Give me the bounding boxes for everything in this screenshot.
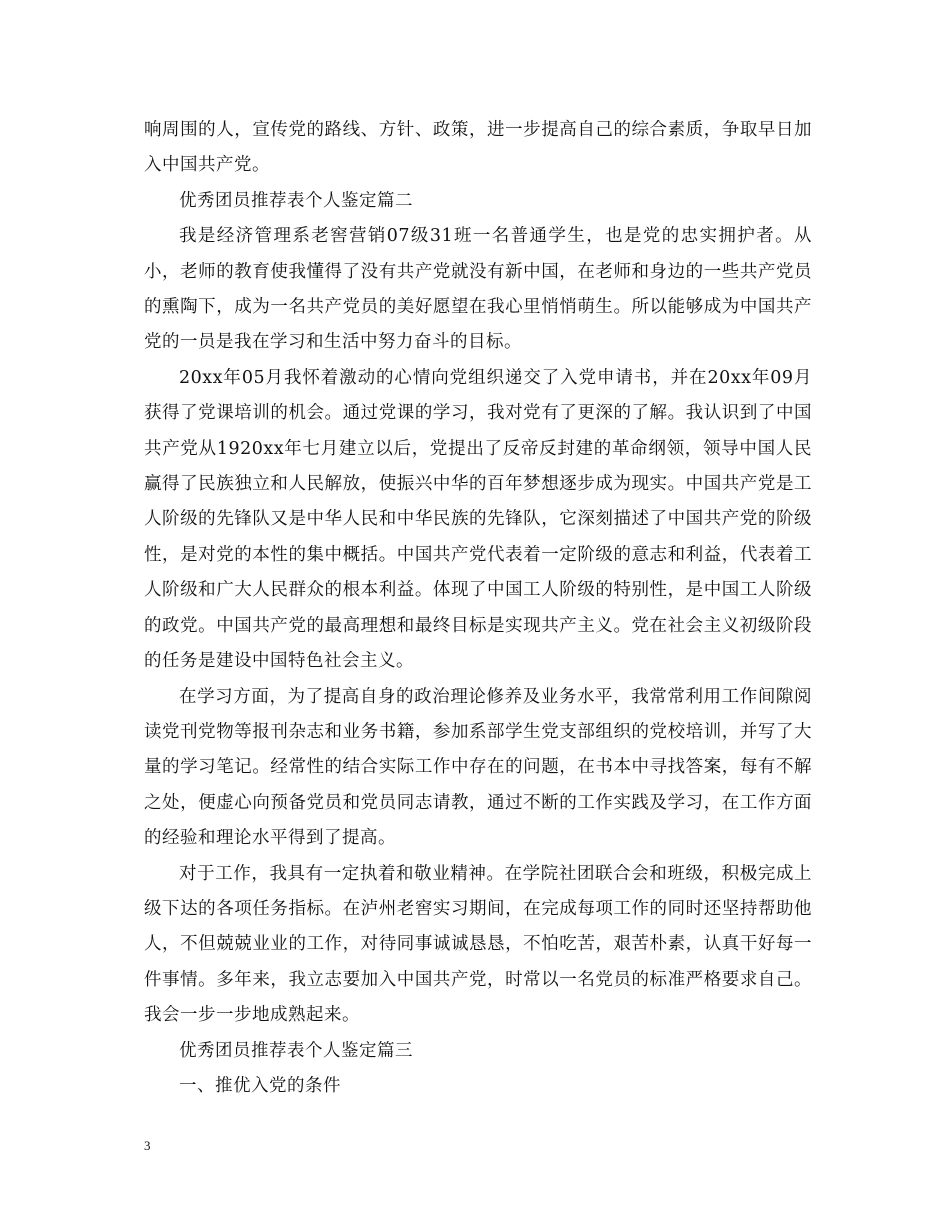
paragraph-party-study: 20xx年05月我怀着激动的心情向党组织递交了入党申请书，并在20xx年09月获得了党课培训的机会。通过党课的学习，我对党有了更深的了解。我认识到了中国共产党从1920xx年七月建立以后，党提出了反帝反封建的革命纲领，领导中国人民赢得了民族独立和人民解放，使振兴中华的百年梦想逐步成为现实。中国共产党是工人阶级的先锋队又是中华人民和中华民族的先锋队，它深刻描述了中国共产党的阶级性，是对党的本性的集中概括。中国共产党代表着一定阶级的意志和利益，代表着工人阶级和广大人民群众的根本利益。体现了中国工人阶级的特别性，是中国工人阶级的政党。中国共产党的最高理想和最终目标是实现共产主义。党在社会主义初级阶段的任务是建设中国特色社会主义。 (144, 367, 812, 672)
section-heading-part-three: 优秀团员推荐表个人鉴定篇三 (179, 1040, 413, 1061)
page-number: 3 (144, 1138, 151, 1153)
section-heading-part-two: 优秀团员推荐表个人鉴定篇二 (179, 190, 413, 211)
document-body (144, 113, 812, 1104)
subsection-heading-conditions: 一、推优入党的条件 (179, 1075, 341, 1096)
paragraph-continuation: 响周围的人，宣传党的路线、方针、政策，进一步提高自己的综合素质，争取早日加入中国共产党。 (144, 120, 812, 176)
paragraph-work: 对于工作，我具有一定执着和敬业精神。在学院社团联合会和班级，积极完成上级下达的各项任务指标。在泸州老窖实习期间，在完成每项工作的同时还坚持帮助他人，不但兢兢业业的工作，对待同事诚诚恳恳，不怕吃苦，艰苦朴素，认真干好每一件事情。多年来，我立志要加入中国共产党，时常以一名党员的标准严格要求自己。我会一步一步地成熟起来。 (144, 863, 812, 1026)
paragraph-introduction: 我是经济管理系老窖营销07级31班一名普通学生，也是党的忠实拥护者。从小，老师的教育使我懂得了没有共产党就没有新中国，在老师和身边的一些共产党员的熏陶下，成为一名共产党员的美好愿望在我心里悄悄萌生。所以能够成为中国共产党的一员是我在学习和生活中努力奋斗的目标。 (144, 226, 812, 353)
paragraph-learning: 在学习方面，为了提高自身的政治理论修养及业务水平，我常常利用工作间隙阅读党刊党物等报刊杂志和业务书籍，参加系部学生党支部组织的党校培训，并写了大量的学习笔记。经常性的结合实际工作中存在的问题，在书本中寻找答案，每有不解之处，便虚心向预备党员和党员同志请教，通过不断的工作实践及学习，在工作方面的经验和理论水平得到了提高。 (144, 686, 812, 849)
